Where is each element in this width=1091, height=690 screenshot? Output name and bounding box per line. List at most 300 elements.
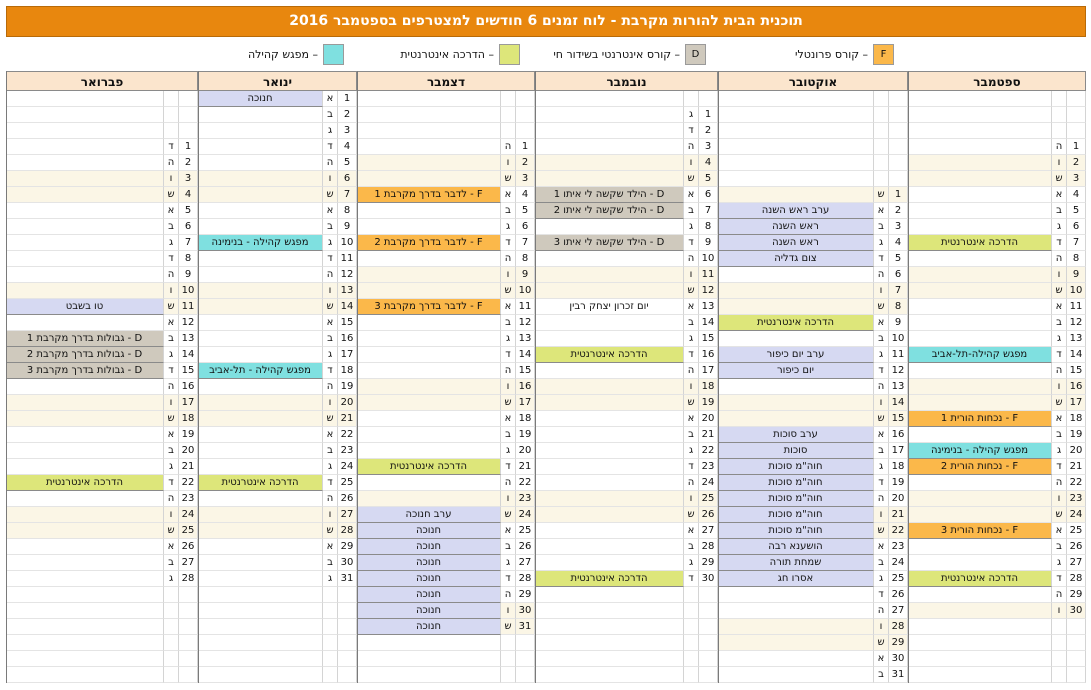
weekday-cell: ד <box>874 475 889 491</box>
weekday-cell: ה <box>323 155 338 171</box>
day-number-cell: 16 <box>1067 379 1086 395</box>
day-number-cell <box>516 123 535 139</box>
weekday-cell: ו <box>684 379 699 395</box>
day-number-cell: 1 <box>338 91 357 107</box>
weekday-cell <box>684 635 699 651</box>
day-number-cell: 19 <box>179 427 198 443</box>
weekday-cell: ש <box>1052 171 1067 187</box>
weekday-cell <box>164 635 179 651</box>
weekday-cell <box>501 667 516 683</box>
event-cell: חנוכה <box>357 603 501 619</box>
weekday-cell: ב <box>164 331 179 347</box>
month-divider <box>535 71 536 683</box>
event-cell: טו בשבט <box>6 299 164 315</box>
weekday-cell: ו <box>684 155 699 171</box>
empty-cell <box>908 491 1052 507</box>
weekday-cell: א <box>684 187 699 203</box>
empty-cell <box>6 427 164 443</box>
day-number-cell: 19 <box>516 427 535 443</box>
day-number-cell: 30 <box>889 651 908 667</box>
weekday-cell: ו <box>684 267 699 283</box>
weekday-cell: ה <box>323 379 338 395</box>
weekday-cell: ה <box>874 491 889 507</box>
day-number-cell: 31 <box>338 571 357 587</box>
weekday-cell: ה <box>1052 587 1067 603</box>
legend-label-live-online: – קורס אינטרנטי בשידור חי <box>553 48 680 61</box>
day-number-cell: 19 <box>338 379 357 395</box>
day-number-cell: 29 <box>1067 587 1086 603</box>
weekday-cell <box>323 603 338 619</box>
weekday-cell: ה <box>874 379 889 395</box>
day-number-cell: 27 <box>516 555 535 571</box>
empty-cell <box>535 219 684 235</box>
weekday-cell: ו <box>1052 603 1067 619</box>
day-number-cell: 11 <box>516 299 535 315</box>
empty-cell <box>198 283 323 299</box>
weekday-cell: ה <box>1052 363 1067 379</box>
day-number-cell <box>179 667 198 683</box>
event-cell: ראש השנה <box>718 219 874 235</box>
empty-cell <box>357 219 501 235</box>
empty-cell <box>718 667 874 683</box>
legend-label-community: – מפגש קהילה <box>247 48 318 61</box>
day-number-cell: 30 <box>1067 603 1086 619</box>
weekday-cell: ב <box>323 219 338 235</box>
day-number-cell: 10 <box>179 283 198 299</box>
weekday-cell: א <box>164 427 179 443</box>
weekday-cell: א <box>684 411 699 427</box>
weekday-cell: ג <box>323 123 338 139</box>
empty-cell <box>718 603 874 619</box>
event-cell: F - נכחות הורית 1 <box>908 411 1052 427</box>
day-number-cell <box>179 635 198 651</box>
month-header: אוקטובר <box>718 71 908 91</box>
weekday-cell: ב <box>874 667 889 683</box>
weekday-cell: ד <box>164 139 179 155</box>
event-cell: מפגש קהילה - בנימינה <box>908 443 1052 459</box>
day-number-cell: 11 <box>179 299 198 315</box>
weekday-cell: ו <box>323 283 338 299</box>
day-number-cell: 25 <box>338 475 357 491</box>
day-number-cell: 26 <box>889 587 908 603</box>
event-cell: הדרכה אינטרנטית <box>357 459 501 475</box>
day-number-cell: 14 <box>516 347 535 363</box>
weekday-cell: ה <box>164 379 179 395</box>
weekday-cell: ב <box>164 555 179 571</box>
empty-cell <box>198 443 323 459</box>
weekday-cell: ב <box>1052 539 1067 555</box>
empty-cell <box>198 603 323 619</box>
weekday-cell <box>874 91 889 107</box>
event-cell: F - לדבר בדרך מקרבת 3 <box>357 299 501 315</box>
weekday-cell: ב <box>874 443 889 459</box>
event-cell: הדרכה אינטרנטית <box>908 571 1052 587</box>
weekday-cell <box>684 619 699 635</box>
weekday-cell: ב <box>323 331 338 347</box>
empty-cell <box>908 603 1052 619</box>
weekday-cell: ה <box>501 587 516 603</box>
weekday-cell <box>874 155 889 171</box>
weekday-cell: ה <box>684 139 699 155</box>
weekday-cell <box>874 107 889 123</box>
event-cell: D - הילד שקשה לי איתו 2 <box>535 203 684 219</box>
legend-swatch-community <box>323 44 344 65</box>
weekday-cell: ב <box>164 219 179 235</box>
day-number-cell <box>179 107 198 123</box>
weekday-cell: ו <box>1052 155 1067 171</box>
month-header: ספטמבר <box>908 71 1086 91</box>
empty-cell <box>535 331 684 347</box>
weekday-cell: ו <box>164 395 179 411</box>
weekday-cell: ה <box>501 251 516 267</box>
empty-cell <box>535 315 684 331</box>
day-number-cell <box>889 123 908 139</box>
empty-cell <box>357 427 501 443</box>
weekday-cell: ש <box>501 283 516 299</box>
empty-cell <box>718 635 874 651</box>
empty-cell <box>198 587 323 603</box>
day-number-cell: 9 <box>1067 267 1086 283</box>
empty-cell <box>6 587 164 603</box>
weekday-cell <box>164 123 179 139</box>
weekday-cell: ו <box>1052 267 1067 283</box>
day-number-cell: 31 <box>889 667 908 683</box>
month-divider <box>908 71 909 683</box>
weekday-cell: ג <box>684 331 699 347</box>
empty-cell <box>535 379 684 395</box>
day-number-cell: 13 <box>699 299 718 315</box>
day-number-cell: 21 <box>699 427 718 443</box>
empty-cell <box>198 203 323 219</box>
empty-cell <box>357 91 501 107</box>
weekday-cell: ד <box>684 347 699 363</box>
day-number-cell: 24 <box>889 555 908 571</box>
weekday-cell: ש <box>684 283 699 299</box>
empty-cell <box>908 187 1052 203</box>
legend-online-guidance <box>380 44 520 65</box>
day-number-cell <box>338 651 357 667</box>
weekday-cell <box>323 651 338 667</box>
event-cell: הדרכה אינטרנטית <box>6 475 164 491</box>
day-number-cell <box>1067 107 1086 123</box>
weekday-cell: ו <box>164 171 179 187</box>
empty-cell <box>357 347 501 363</box>
empty-cell <box>198 651 323 667</box>
event-cell: מפגש קהילה - בנימינה <box>198 235 323 251</box>
day-number-cell: 7 <box>179 235 198 251</box>
legend-label-online-guidance: – הדרכה אינטרנטית <box>400 48 494 61</box>
day-number-cell: 20 <box>338 395 357 411</box>
weekday-cell: ג <box>323 235 338 251</box>
empty-cell <box>357 475 501 491</box>
day-number-cell: 28 <box>889 619 908 635</box>
event-cell: חנוכה <box>357 571 501 587</box>
day-number-cell: 9 <box>338 219 357 235</box>
day-number-cell: 4 <box>1067 187 1086 203</box>
event-cell: חנוכה <box>198 91 323 107</box>
weekday-cell: ו <box>501 603 516 619</box>
day-number-cell: 14 <box>179 347 198 363</box>
empty-cell <box>357 139 501 155</box>
weekday-cell: ש <box>164 299 179 315</box>
empty-cell <box>6 91 164 107</box>
day-number-cell: 17 <box>516 395 535 411</box>
event-cell: D - הילד שקשה לי איתו 1 <box>535 187 684 203</box>
empty-cell <box>198 619 323 635</box>
empty-cell <box>908 363 1052 379</box>
day-number-cell: 31 <box>516 619 535 635</box>
empty-cell <box>535 619 684 635</box>
day-number-cell <box>338 587 357 603</box>
day-number-cell <box>1067 91 1086 107</box>
empty-cell <box>357 203 501 219</box>
day-number-cell <box>179 123 198 139</box>
day-number-cell: 18 <box>338 363 357 379</box>
day-number-cell: 3 <box>1067 171 1086 187</box>
empty-cell <box>198 123 323 139</box>
day-number-cell: 1 <box>889 187 908 203</box>
legend-swatch-online-guidance <box>499 44 520 65</box>
weekday-cell <box>164 603 179 619</box>
empty-cell <box>908 283 1052 299</box>
weekday-cell: ג <box>874 459 889 475</box>
empty-cell <box>535 91 684 107</box>
empty-cell <box>357 395 501 411</box>
empty-cell <box>908 123 1052 139</box>
weekday-cell: ה <box>501 139 516 155</box>
empty-cell <box>908 379 1052 395</box>
day-number-cell: 12 <box>179 315 198 331</box>
day-number-cell: 5 <box>179 203 198 219</box>
weekday-cell: ש <box>501 619 516 635</box>
day-number-cell: 18 <box>516 411 535 427</box>
event-cell: ראש השנה <box>718 235 874 251</box>
legend-community <box>230 44 344 65</box>
empty-cell <box>198 411 323 427</box>
weekday-cell: ו <box>501 155 516 171</box>
empty-cell <box>908 619 1052 635</box>
day-number-cell: 28 <box>179 571 198 587</box>
day-number-cell: 26 <box>1067 539 1086 555</box>
event-cell: ערב יום כיפור <box>718 347 874 363</box>
day-number-cell: 3 <box>338 123 357 139</box>
day-number-cell <box>1067 123 1086 139</box>
weekday-cell: ב <box>164 443 179 459</box>
empty-cell <box>535 667 684 683</box>
event-cell: D - הילד שקשה לי איתו 3 <box>535 235 684 251</box>
event-cell: חנוכה <box>357 555 501 571</box>
empty-cell <box>6 283 164 299</box>
empty-cell <box>6 171 164 187</box>
day-number-cell: 13 <box>179 331 198 347</box>
event-cell: צום גדליה <box>718 251 874 267</box>
day-number-cell: 28 <box>1067 571 1086 587</box>
day-number-cell: 8 <box>699 219 718 235</box>
day-number-cell: 7 <box>699 203 718 219</box>
day-number-cell: 3 <box>516 171 535 187</box>
weekday-cell <box>1052 635 1067 651</box>
weekday-cell <box>323 587 338 603</box>
empty-cell <box>535 411 684 427</box>
empty-cell <box>198 267 323 283</box>
empty-cell <box>535 603 684 619</box>
day-number-cell: 5 <box>889 251 908 267</box>
weekday-cell <box>684 587 699 603</box>
day-number-cell: 23 <box>516 491 535 507</box>
empty-cell <box>198 507 323 523</box>
event-cell: D - גבולות בדרך מקרבת 2 <box>6 347 164 363</box>
empty-cell <box>535 363 684 379</box>
weekday-cell: ה <box>164 491 179 507</box>
empty-cell <box>6 107 164 123</box>
weekday-cell <box>501 651 516 667</box>
day-number-cell: 21 <box>889 507 908 523</box>
empty-cell <box>198 187 323 203</box>
weekday-cell: ג <box>323 459 338 475</box>
empty-cell <box>535 443 684 459</box>
empty-cell <box>6 507 164 523</box>
day-number-cell: 19 <box>1067 427 1086 443</box>
empty-cell <box>357 667 501 683</box>
weekday-cell: ו <box>874 619 889 635</box>
event-cell: יום כיפור <box>718 363 874 379</box>
day-number-cell: 20 <box>1067 443 1086 459</box>
weekday-cell: ה <box>323 491 338 507</box>
weekday-cell: ה <box>1052 251 1067 267</box>
weekday-cell: ג <box>164 347 179 363</box>
weekday-cell: ו <box>323 395 338 411</box>
weekday-cell: ה <box>684 475 699 491</box>
empty-cell <box>6 603 164 619</box>
empty-cell <box>718 299 874 315</box>
day-number-cell: 13 <box>889 379 908 395</box>
weekday-cell: א <box>501 299 516 315</box>
weekday-cell: ב <box>874 555 889 571</box>
empty-cell <box>718 379 874 395</box>
day-number-cell: 1 <box>1067 139 1086 155</box>
weekday-cell: ב <box>501 427 516 443</box>
weekday-cell: ג <box>501 219 516 235</box>
weekday-cell: א <box>874 539 889 555</box>
day-number-cell: 6 <box>699 187 718 203</box>
empty-cell <box>198 139 323 155</box>
empty-cell <box>198 523 323 539</box>
day-number-cell: 26 <box>699 507 718 523</box>
day-number-cell: 4 <box>889 235 908 251</box>
empty-cell <box>198 427 323 443</box>
weekday-cell: ו <box>164 283 179 299</box>
weekday-cell: א <box>164 315 179 331</box>
day-number-cell: 16 <box>338 331 357 347</box>
event-cell: F - נכחות הורית 2 <box>908 459 1052 475</box>
day-number-cell: 15 <box>179 363 198 379</box>
weekday-cell: ג <box>501 443 516 459</box>
event-cell <box>718 587 874 603</box>
empty-cell <box>535 523 684 539</box>
day-number-cell: 25 <box>699 491 718 507</box>
empty-cell <box>6 667 164 683</box>
day-number-cell: 8 <box>179 251 198 267</box>
event-cell: חוה"מ סוכות <box>718 523 874 539</box>
empty-cell <box>6 411 164 427</box>
empty-cell <box>198 107 323 123</box>
weekday-cell: א <box>323 203 338 219</box>
weekday-cell: ש <box>501 507 516 523</box>
day-number-cell <box>338 619 357 635</box>
empty-cell <box>908 267 1052 283</box>
weekday-cell <box>164 587 179 603</box>
weekday-cell: ש <box>323 411 338 427</box>
day-number-cell: 10 <box>699 251 718 267</box>
weekday-cell: ג <box>1052 219 1067 235</box>
weekday-cell: ב <box>684 539 699 555</box>
empty-cell <box>535 395 684 411</box>
day-number-cell: 5 <box>338 155 357 171</box>
weekday-cell: א <box>323 539 338 555</box>
day-number-cell: 5 <box>699 171 718 187</box>
day-number-cell: 21 <box>338 411 357 427</box>
legend-label-frontal: – קורס פרונטלי <box>795 48 868 61</box>
empty-cell <box>908 507 1052 523</box>
weekday-cell: ד <box>323 475 338 491</box>
weekday-cell: ג <box>164 571 179 587</box>
weekday-cell: ה <box>874 603 889 619</box>
day-number-cell: 23 <box>338 443 357 459</box>
weekday-cell: ג <box>874 235 889 251</box>
day-number-cell: 6 <box>179 219 198 235</box>
empty-cell <box>198 155 323 171</box>
day-number-cell: 4 <box>338 139 357 155</box>
empty-cell <box>535 475 684 491</box>
weekday-cell: ה <box>164 267 179 283</box>
legend-frontal <box>760 44 894 65</box>
day-number-cell: 11 <box>1067 299 1086 315</box>
day-number-cell: 5 <box>1067 203 1086 219</box>
weekday-cell: ב <box>684 203 699 219</box>
day-number-cell <box>179 587 198 603</box>
day-number-cell: 3 <box>889 219 908 235</box>
weekday-cell <box>1052 619 1067 635</box>
empty-cell <box>6 651 164 667</box>
weekday-cell: ו <box>874 507 889 523</box>
event-cell: ערב חנוכה <box>357 507 501 523</box>
day-number-cell: 17 <box>179 395 198 411</box>
empty-cell <box>198 555 323 571</box>
day-number-cell: 22 <box>889 523 908 539</box>
weekday-cell <box>501 123 516 139</box>
weekday-cell: ד <box>1052 459 1067 475</box>
empty-cell <box>198 539 323 555</box>
weekday-cell: ש <box>874 635 889 651</box>
weekday-cell: ה <box>323 267 338 283</box>
day-number-cell: 12 <box>889 363 908 379</box>
day-number-cell: 10 <box>338 235 357 251</box>
weekday-cell: ש <box>684 507 699 523</box>
empty-cell <box>908 555 1052 571</box>
weekday-cell: ג <box>1052 555 1067 571</box>
day-number-cell: 2 <box>889 203 908 219</box>
weekday-cell: ו <box>1052 491 1067 507</box>
weekday-cell: ש <box>874 523 889 539</box>
empty-cell <box>535 635 684 651</box>
empty-cell <box>198 331 323 347</box>
day-number-cell: 29 <box>889 635 908 651</box>
weekday-cell <box>684 667 699 683</box>
empty-cell <box>718 91 874 107</box>
day-number-cell <box>699 667 718 683</box>
day-number-cell: 15 <box>699 331 718 347</box>
day-number-cell <box>889 139 908 155</box>
